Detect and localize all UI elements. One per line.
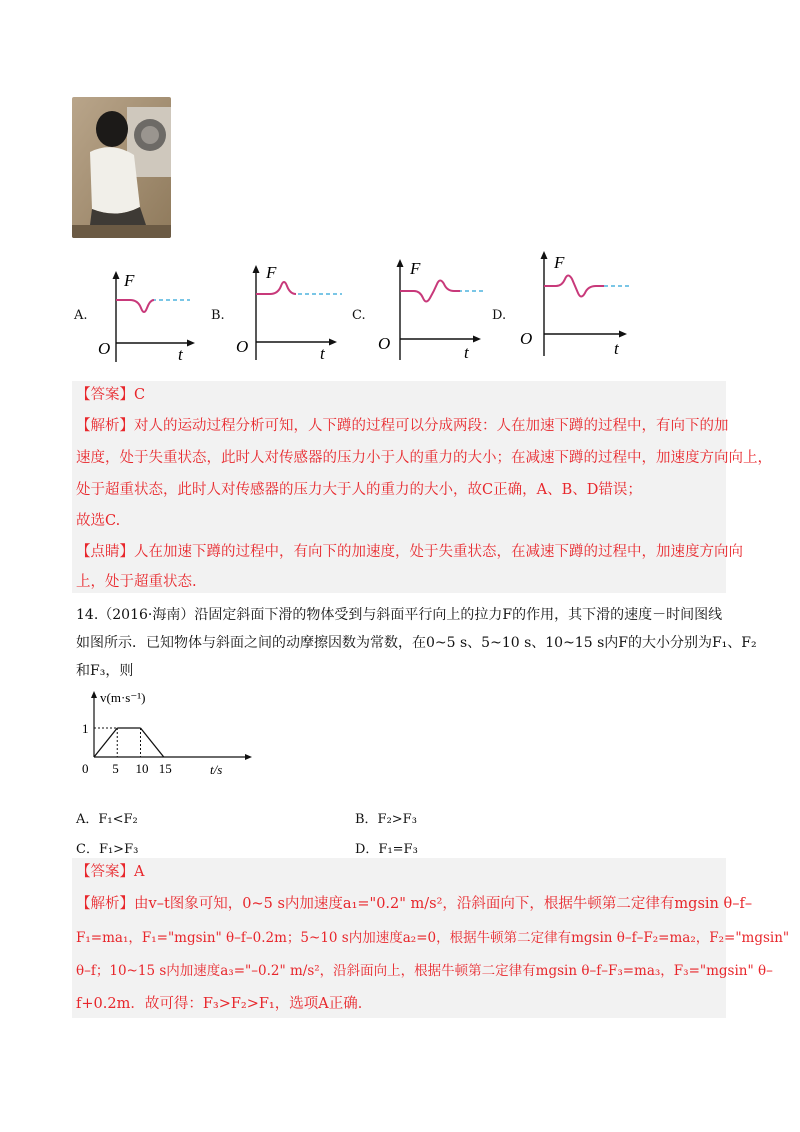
q13-analysis-line-3: 处于超重状态，此时人对传感器的压力大于人的重力的大小，故C正确，A、B、D错误； bbox=[76, 482, 642, 498]
origin-label: O bbox=[98, 339, 111, 358]
answer-tag: 【答案】 bbox=[76, 387, 134, 403]
q13-key-line-1: 【点睛】人在加速下蹲的过程中，有向下的加速度，处于失重状态，在减速下蹲的过程中，加速度方向向 bbox=[76, 544, 743, 560]
y-axis-arrow bbox=[91, 691, 97, 698]
q14-stem-line-3: 和F₃，则 bbox=[76, 663, 134, 679]
q13-analysis-line-4: 故选C. bbox=[76, 513, 121, 529]
option-d-graph bbox=[518, 248, 636, 360]
analysis-tag: 【解析】 bbox=[76, 896, 134, 912]
key-tag: 【点睛】 bbox=[76, 544, 134, 560]
choice-d[interactable]: D．F₁=F₃ bbox=[355, 842, 418, 857]
axis-t-label: t bbox=[464, 343, 469, 362]
option-b-label: B. bbox=[211, 308, 225, 323]
origin-label: O bbox=[378, 334, 391, 353]
q14-analysis-line-2: F₁=ma₁，F₁="mgsin" θ–f–0.2m；5~10 s内加速度a₂=0，根据牛顿第二定律有mgsin θ–f–F₂=ma₂，F₂="mgsin" bbox=[76, 930, 790, 946]
q14-analysis-line-3: θ–f；10~15 s内加速度a₃="–0.2" m/s²，沿斜面向上，根据牛顿第二定律有mgsin θ–f–F₃=ma₃，F₃="mgsin" θ– bbox=[76, 963, 773, 979]
origin-label: O bbox=[236, 337, 249, 356]
choice-c[interactable]: C．F₁>F₃ bbox=[76, 842, 139, 857]
choice-b[interactable]: B．F₂>F₃ bbox=[355, 812, 417, 827]
option-a-label: A. bbox=[74, 308, 88, 323]
question-number: 14. bbox=[76, 607, 99, 623]
axis-t-label: t bbox=[320, 344, 325, 362]
axis-f-label: F bbox=[554, 253, 565, 272]
velocity-segment-1 bbox=[94, 728, 117, 757]
q14-stem-line-1: 14.（2016·海南）沿固定斜面下滑的物体受到与斜面平行向上的拉力F的作用，其下滑的速度－时间图线 bbox=[76, 607, 723, 623]
axis-f-label: F bbox=[266, 263, 277, 282]
velocity-time-chart bbox=[74, 686, 264, 778]
x-tick-5: 5 bbox=[112, 761, 119, 776]
q14-stem-line-2: 如图所示．已知物体与斜面之间的动摩擦因数为常数，在0~5 s、5~10 s、10~15 s内F的大小分别为F₁、F₂ bbox=[76, 635, 757, 651]
q13-analysis-line-1: 【解析】对人的运动过程分析可知，人下蹲的过程可以分成两段：人在加速下蹲的过程中，有向下的加 bbox=[76, 418, 729, 434]
y-tick-1: 1 bbox=[82, 721, 89, 736]
axis-t-label: t bbox=[614, 339, 619, 358]
q13-answer-line bbox=[76, 385, 145, 405]
q14-analysis-line-1: 【解析】由v–t图象可知，0~5 s内加速度a₁="0.2" m/s²，沿斜面向下，根据牛顿第二定律有mgsin θ–f– bbox=[76, 896, 753, 912]
option-d-label: D. bbox=[492, 308, 507, 323]
q14-answer-line bbox=[76, 862, 144, 882]
choice-a[interactable]: A．F₁<F₂ bbox=[76, 812, 138, 827]
answer-tag: 【答案】 bbox=[76, 864, 134, 880]
y-axis-label: v(m·s⁻¹) bbox=[100, 690, 146, 705]
option-b-graph bbox=[232, 262, 347, 362]
analysis-tag: 【解析】 bbox=[76, 418, 134, 434]
option-a-graph bbox=[94, 268, 204, 364]
x-axis-arrow bbox=[245, 754, 252, 760]
question-source: （2016·海南） bbox=[98, 607, 195, 623]
velocity-segment-3 bbox=[141, 728, 164, 757]
x-tick-10: 10 bbox=[135, 761, 149, 776]
axis-t-label: t bbox=[178, 345, 183, 364]
squatting-person-photo bbox=[72, 97, 171, 238]
axis-f-label: F bbox=[410, 259, 421, 278]
origin-label: O bbox=[520, 329, 533, 348]
option-c-graph bbox=[374, 256, 490, 362]
answer-value: C bbox=[134, 387, 146, 403]
q14-analysis-line-4: f+0.2m．故可得：F₃>F₂>F₁，选项A正确． bbox=[76, 996, 373, 1012]
x-tick-0: 0 bbox=[82, 761, 89, 776]
q13-key-line-2: 上，处于超重状态. bbox=[76, 574, 197, 590]
x-axis-label: t/s bbox=[210, 762, 223, 777]
q13-analysis-line-2: 速度，处于失重状态，此时人对传感器的压力小于人的重力的大小；在减速下蹲的过程中，加速度方向向上， bbox=[76, 450, 772, 466]
option-c-label: C. bbox=[352, 308, 366, 323]
answer-value: A bbox=[134, 864, 145, 880]
x-tick-15: 15 bbox=[158, 761, 172, 776]
axis-f-label: F bbox=[124, 271, 135, 290]
